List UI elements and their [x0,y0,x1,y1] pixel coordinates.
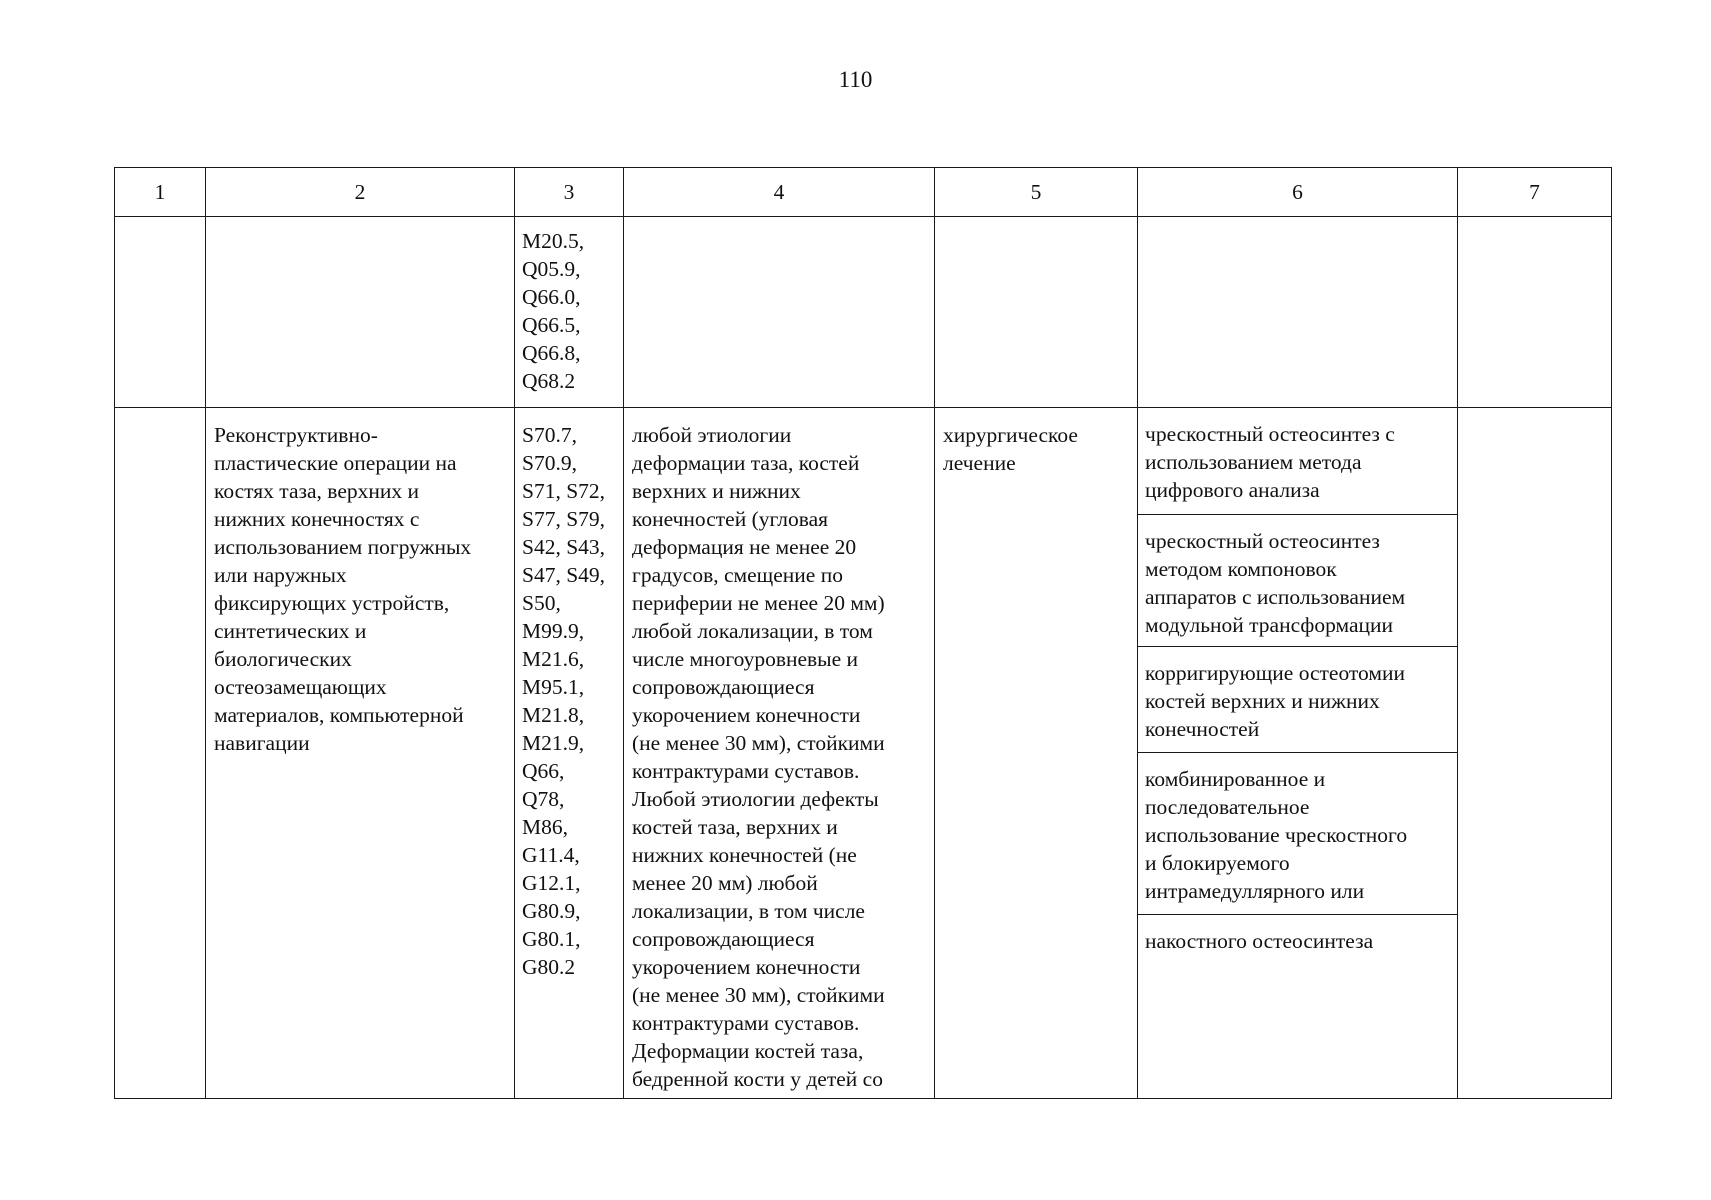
row1-col4-cell [624,217,935,408]
medical-care-table [114,167,1612,1099]
header-cell-7: 7 [1458,168,1612,217]
header-cell-6: 6 [1138,168,1458,217]
table-header-row [115,168,1612,217]
row1-col2-cell [206,217,515,408]
operation-name: Реконструктивно- пластические операции на костях таза, верхних и нижних конечностях с использованием погружных или наружных фиксирующих устройств, синтетических и биологических остеозамещающих материалов, компьютерной навигации [214,423,472,755]
row2-col1-cell [115,408,206,1099]
patient-model: любой этиологии деформации таза, костей верхних и нижних конечностей (угловая деформация не менее 20 градусов, смещение по периферии не менее 20 мм) любой локализации, в том числе многоуровневые и сопровождающиеся укорочением конечности (не менее 30 мм), стойкими контрактурами суставов. Любой этиологии дефекты костей таза, верхних и нижних конечностей (не менее 20 мм) любой локализации, в том числе сопровождающиеся укорочением конечности (не менее 30 мм), стойкими контрактурами суставов. Деформации костей таза, бедренной кости у детей со [632,423,885,1091]
row1-col6-cell [1138,217,1458,408]
row2-patient-model-cell [624,408,935,1099]
treatment-type: хирургическое лечение [943,423,1078,475]
row1-col7-cell [1458,217,1612,408]
row2-diagnosis-codes-cell [515,408,624,1099]
header-cell-5: 5 [935,168,1138,217]
row2-operation-name-cell [206,408,515,1099]
row1-col5-cell [935,217,1138,408]
diagnosis-codes: M20.5, Q05.9, Q66.0, Q66.5, Q66.8, Q68.2 [522,229,585,393]
treatment-method-item: чрескостный остеосинтез методом компоновок аппаратов с использованием модульной трансформации [1138,515,1457,647]
row2-treatment-methods-cell [1138,408,1458,1099]
row1-diagnosis-codes-cell [515,217,624,408]
header-cell-2: 2 [206,168,515,217]
table-row [115,408,1612,1099]
header-cell-3: 3 [515,168,624,217]
row2-treatment-type-cell [935,408,1138,1099]
diagnosis-codes: S70.7, S70.9, S71, S72, S77, S79, S42, S43, S47, S49, S50, M99.9, M21.6, M95.1, M21.8, M21.9, Q66, Q78, M86, G11.4, G12.1, G80.9, G80.1, G80.2 [522,423,606,979]
treatment-method-item: чрескостный остеосинтез с использованием метода цифрового анализа [1138,408,1457,515]
page-number: 110 [838,67,873,92]
header-cell-4: 4 [624,168,935,217]
row1-col1-cell [115,217,206,408]
treatment-method-item: корригирующие остеотомии костей верхних и нижних конечностей [1138,647,1457,753]
treatment-method-item: комбинированное и последовательное использование чрескостного и блокируемого интрамедуллярного или [1138,753,1457,915]
header-cell-1: 1 [115,168,206,217]
row2-col7-cell [1458,408,1612,1099]
table-row [115,217,1612,408]
treatment-method-item: накостного остеосинтеза [1145,929,1374,953]
